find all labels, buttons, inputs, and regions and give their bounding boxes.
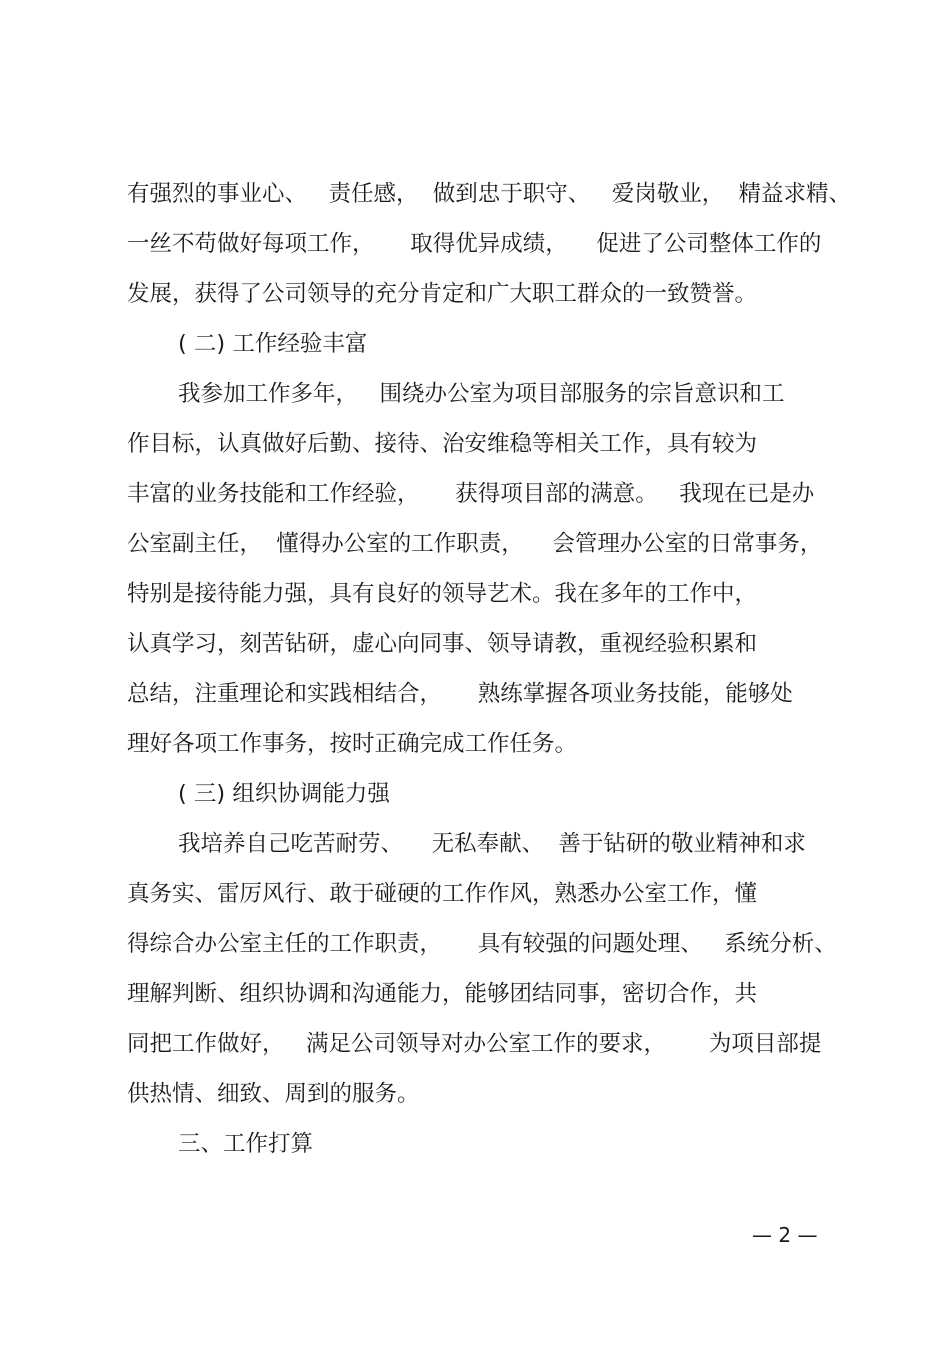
body-text-line: 特别是接待能力强，具有良好的领导艺术。我在多年的工作中， <box>127 581 758 607</box>
section-heading: 三、工作打算 <box>178 1131 314 1157</box>
body-text-line: 我培养自己吃苦耐劳、 无私奉献、 善于钻研的敬业精神和求 <box>178 831 806 857</box>
page-number: — 2 — <box>752 1223 818 1247</box>
body-text-line: 总结，注重理论和实践相结合， 熟练掌握各项业务技能，能够处 <box>127 681 793 707</box>
body-text-line: 有强烈的事业心、 责任感， 做到忠于职守、 爱岗敬业， 精益求精、 <box>127 181 852 207</box>
body-text-line: 作目标，认真做好后勤、接待、治安维稳等相关工作，具有较为 <box>127 431 758 457</box>
body-text-line: 理解判断、组织协调和沟通能力，能够团结同事，密切合作，共 <box>127 981 758 1007</box>
body-text-line: 丰富的业务技能和工作经验， 获得项目部的满意。 我现在已是办 <box>127 481 815 507</box>
section-heading: ( 二) 工作经验丰富 <box>178 331 368 357</box>
body-text-line: 公室副主任， 懂得办公室的工作职责， 会管理办公室的日常事务， <box>127 531 823 557</box>
body-text-line: 一丝不苟做好每项工作， 取得优异成绩， 促进了公司整体工作的 <box>127 231 822 257</box>
section-heading: ( 三) 组织协调能力强 <box>178 781 390 807</box>
body-text-line: 供热情、细致、周到的服务。 <box>127 1081 420 1107</box>
body-text-line: 同把工作做好， 满足公司领导对办公室工作的要求， 为项目部提 <box>127 1031 822 1057</box>
body-text-line: 真务实、雷厉风行、敢于碰硬的工作作风，熟悉办公室工作，懂 <box>127 881 758 907</box>
body-text-line: 认真学习，刻苦钻研，虚心向同事、领导请教，重视经验积累和 <box>127 631 758 657</box>
body-text-line: 发展，获得了公司领导的充分肯定和广大职工群众的一致赞誉。 <box>127 281 758 307</box>
body-text-line: 我参加工作多年， 围绕办公室为项目部服务的宗旨意识和工 <box>178 381 785 407</box>
body-text-line: 得综合办公室主任的工作职责， 具有较强的问题处理、 系统分析、 <box>127 931 837 957</box>
body-text-line: 理好各项工作事务，按时正确完成工作任务。 <box>127 731 578 757</box>
